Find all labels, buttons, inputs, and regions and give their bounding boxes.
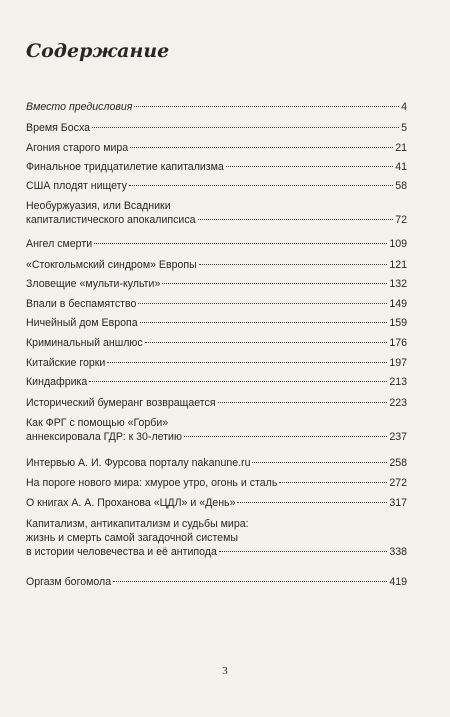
toc-entry-page: 58 — [395, 180, 407, 192]
toc-entry-title-line: Как ФРГ с помощью «Горби» — [26, 417, 169, 429]
toc-entry-page: 338 — [389, 546, 407, 558]
toc-entry-title-line: Капитализм, антикапитализм и судьбы мира: — [26, 518, 249, 530]
toc-entry[interactable] — [26, 277, 407, 291]
toc-entry-title: аннексировала ГДР: к 30-летию — [26, 431, 182, 443]
toc-entry-title: Интервью А. И. Фурсова порталу nakanune.ru — [26, 457, 251, 469]
dot-leader — [92, 127, 399, 128]
dot-leader — [138, 303, 387, 304]
toc-entry-title-line: жизнь и смерть самой загадочной системы — [26, 532, 238, 544]
toc-entry[interactable] — [26, 456, 407, 470]
dot-leader — [129, 185, 393, 186]
toc-entry[interactable] — [26, 476, 407, 490]
dot-leader — [89, 381, 387, 382]
toc-entry-page: 213 — [389, 376, 407, 388]
dot-leader — [134, 106, 399, 107]
toc-entry-page: 258 — [389, 457, 407, 469]
toc-entry-page: 317 — [389, 497, 407, 509]
toc-entry-title: О книгах А. А. Проханова «ЦДЛ» и «День» — [26, 497, 236, 509]
toc-entry-title: Зловещие «мульти-культи» — [26, 278, 161, 290]
toc-entry-title: «Стокгольмский синдром» Европы — [26, 259, 197, 271]
toc-entry-page: 5 — [401, 122, 407, 134]
dot-leader — [252, 462, 387, 463]
toc-entry-title: Китайские горки — [26, 357, 106, 369]
dot-leader — [107, 362, 387, 363]
toc-entry-title: Время Босха — [26, 122, 91, 134]
toc-entry[interactable] — [26, 416, 407, 444]
toc-entry-title: Криминальный аншлюс — [26, 337, 143, 349]
toc-entry-title: Финальное тридцатилетие капитализма — [26, 161, 224, 173]
dot-leader — [198, 219, 394, 220]
toc-entry-title: Ничейный дом Европа — [26, 317, 138, 329]
toc-entry-title: Ангел смерти — [26, 238, 93, 250]
dot-leader — [162, 283, 387, 284]
toc-entry[interactable] — [26, 496, 407, 510]
toc-entry[interactable] — [26, 356, 407, 370]
toc-entry-title: Впали в беспамятство — [26, 298, 137, 310]
toc-entry-page: 72 — [395, 214, 407, 226]
toc-entry-title: Исторический бумеранг возвращается — [26, 397, 216, 409]
dot-leader — [113, 581, 387, 582]
dot-leader — [226, 166, 393, 167]
toc-entry-page: 121 — [389, 259, 407, 271]
dot-leader — [130, 147, 393, 148]
toc-entry-title: На пороге нового мира: хмурое утро, огонь и сталь — [26, 477, 278, 489]
toc-entry-page: 149 — [389, 298, 407, 310]
toc-entry[interactable] — [26, 258, 407, 272]
toc-entry-title-line: Необуржуазия, или Всадники — [26, 200, 171, 212]
dot-leader — [218, 402, 388, 403]
toc-entry[interactable] — [26, 121, 407, 135]
dot-leader — [94, 243, 387, 244]
toc-entry-page: 237 — [389, 431, 407, 443]
toc-entry-title: Оргазм богомола — [26, 576, 112, 588]
toc-entry[interactable] — [26, 237, 407, 251]
dot-leader — [219, 551, 387, 552]
toc-entry[interactable] — [26, 297, 407, 311]
page-number: 3 — [222, 665, 228, 677]
dot-leader — [145, 342, 388, 343]
page-title: Содержание — [26, 40, 170, 62]
toc-entry-page: 109 — [389, 238, 407, 250]
dot-leader — [184, 436, 387, 437]
toc-entry-title: капиталистического апокалипсиса — [26, 214, 196, 226]
toc-entry-page: 4 — [401, 101, 407, 113]
toc-entry[interactable] — [26, 336, 407, 350]
toc-entry-title: США плодят нищету — [26, 180, 127, 192]
toc-entry-title: Вместо предисловия — [26, 101, 133, 113]
toc-entry[interactable] — [26, 179, 407, 193]
toc-entry-page: 159 — [389, 317, 407, 329]
toc-entry-page: 41 — [395, 161, 407, 173]
toc-entry[interactable] — [26, 375, 407, 389]
toc-entry[interactable] — [26, 100, 407, 114]
toc-entry[interactable] — [26, 199, 407, 227]
dot-leader — [199, 264, 388, 265]
toc-entry-page: 197 — [389, 357, 407, 369]
dot-leader — [140, 322, 388, 323]
toc-entry-page: 176 — [389, 337, 407, 349]
toc-entry[interactable] — [26, 396, 407, 410]
toc-entry[interactable] — [26, 517, 407, 559]
toc-entry-title: в истории человечества и её антипода — [26, 546, 217, 558]
toc-entry[interactable] — [26, 575, 407, 589]
toc-entry-page: 419 — [389, 576, 407, 588]
toc-entry-title: Киндафрика — [26, 376, 88, 388]
toc-entry-page: 21 — [395, 142, 407, 154]
toc-entry-page: 223 — [389, 397, 407, 409]
toc-entry-title: Агония старого мира — [26, 142, 129, 154]
toc-entry[interactable] — [26, 316, 407, 330]
toc-entry[interactable] — [26, 160, 407, 174]
dot-leader — [237, 502, 387, 503]
toc-entry-page: 272 — [389, 477, 407, 489]
dot-leader — [279, 482, 387, 483]
toc-entry-page: 132 — [389, 278, 407, 290]
toc-entry[interactable] — [26, 141, 407, 155]
